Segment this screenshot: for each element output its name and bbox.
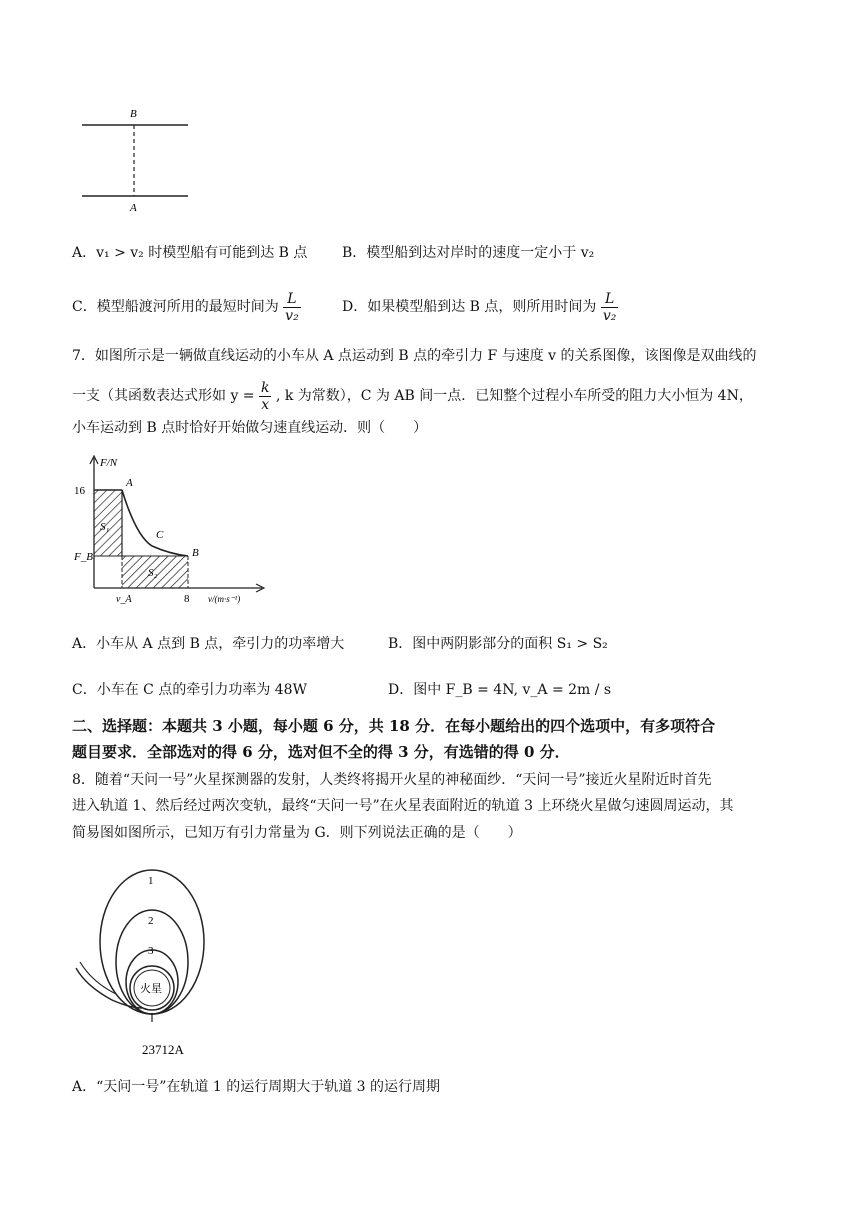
x-tick-8: 8 [184, 593, 190, 605]
orbit-1-label: 1 [148, 875, 154, 887]
river-crossing-figure [78, 100, 198, 225]
x-axis-label: v/(m·s⁻¹) [208, 594, 241, 604]
q6-option-d [342, 289, 618, 325]
q8-line-2: 进入轨道 1、然后经过两次变轨，最终“天问一号”在火星表面附近的轨道 3 上环绕火星做匀速圆周运动，其 [72, 798, 734, 814]
section-2-heading-line-2: 题目要求．全部选对的得 6 分，选对但不全的得 3 分，有选错的得 0 分． [72, 743, 570, 761]
label-b: B [130, 108, 137, 120]
q7-option-a: A．小车从 A 点到 B 点，牵引力的功率增大 [72, 636, 345, 652]
y-tick-16: 16 [74, 485, 85, 497]
q8-option-a: A．“天问一号”在轨道 1 的运行周期大于轨道 3 的运行周期 [72, 1079, 441, 1095]
q6-option-b: B．模型船到达对岸时的速度一定小于 v₂ [342, 245, 595, 261]
y-tick-fb: F_B [74, 551, 93, 563]
q6-option-c-text: C．模型船渡河所用的最短时间为 [72, 299, 279, 315]
orbit-3-label: 3 [148, 945, 154, 957]
q7-option-c: C．小车在 C 点的牵引力功率为 48W [72, 682, 307, 698]
fraction-k-over-x [259, 380, 271, 413]
orbit-figure [72, 858, 232, 1058]
point-a-label: A [126, 477, 133, 489]
label-a: A [130, 202, 137, 214]
q7-line-3: 小车运动到 B 点时恰好开始做匀速直线运动．则（ ） [72, 420, 428, 436]
fraction-l-over-v2 [283, 291, 301, 324]
frac-num: L [283, 291, 301, 308]
q6-option-c [72, 289, 301, 325]
hyperbola-curve [122, 490, 188, 556]
force-velocity-graph [70, 450, 270, 610]
y-axis-label: F/N [100, 457, 118, 469]
section-2-heading-line-1: 二、选择题：本题共 3 小题，每小题 6 分，共 18 分．在每小题给出的四个选项中，有多项符合 [72, 717, 716, 735]
q7-option-d: D．图中 F_B = 4N, v_A = 2m / s [388, 682, 612, 698]
frac-num: L [601, 291, 619, 308]
fraction-l-over-v2 [601, 291, 619, 324]
q6-option-d-text: D．如果模型船到达 B 点，则所用时间为 [342, 299, 597, 315]
point-c-label: C [156, 529, 164, 541]
x-tick-va: v_A [116, 594, 132, 605]
figure-caption: 23712A [142, 1042, 184, 1057]
q8-line-1: 8．随着“天问一号”火星探测器的发射，人类终将揭开火星的神秘面纱．“天问一号”接近火星附近时首先 [72, 772, 712, 788]
frac-den: v₂ [285, 307, 299, 324]
q7-line-2-pre: 一支（其函数表达式形如 y = [72, 388, 255, 404]
frac-num: k [261, 379, 270, 396]
planet-label: 火星 [140, 982, 162, 995]
q7-line-2 [72, 378, 753, 414]
frac-den: x [261, 396, 270, 413]
q8-line-3: 简易图如图所示，已知万有引力常量为 G．则下列说法正确的是（ ） [72, 825, 522, 841]
point-b-label: B [192, 547, 199, 559]
q7-option-b: B．图中两阴影部分的面积 S₁ > S₂ [388, 636, 608, 652]
q7-line-2-post: , k 为常数），C 为 AB 间一点．已知整个过程小车所受的阻力大小恒为 4N， [275, 388, 753, 404]
q6-option-a: A．v₁ > v₂ 时模型船有可能到达 B 点 [72, 245, 308, 261]
orbit-2-label: 2 [148, 915, 154, 927]
s1-label: S₁ [100, 521, 110, 533]
s2-label: S₂ [148, 567, 158, 579]
q7-line-1: 7．如图所示是一辆做直线运动的小车从 A 点运动到 B 点的牵引力 F 与速度 v 的关系图像，该图像是双曲线的 [72, 348, 757, 364]
frac-den: v₂ [602, 307, 617, 324]
